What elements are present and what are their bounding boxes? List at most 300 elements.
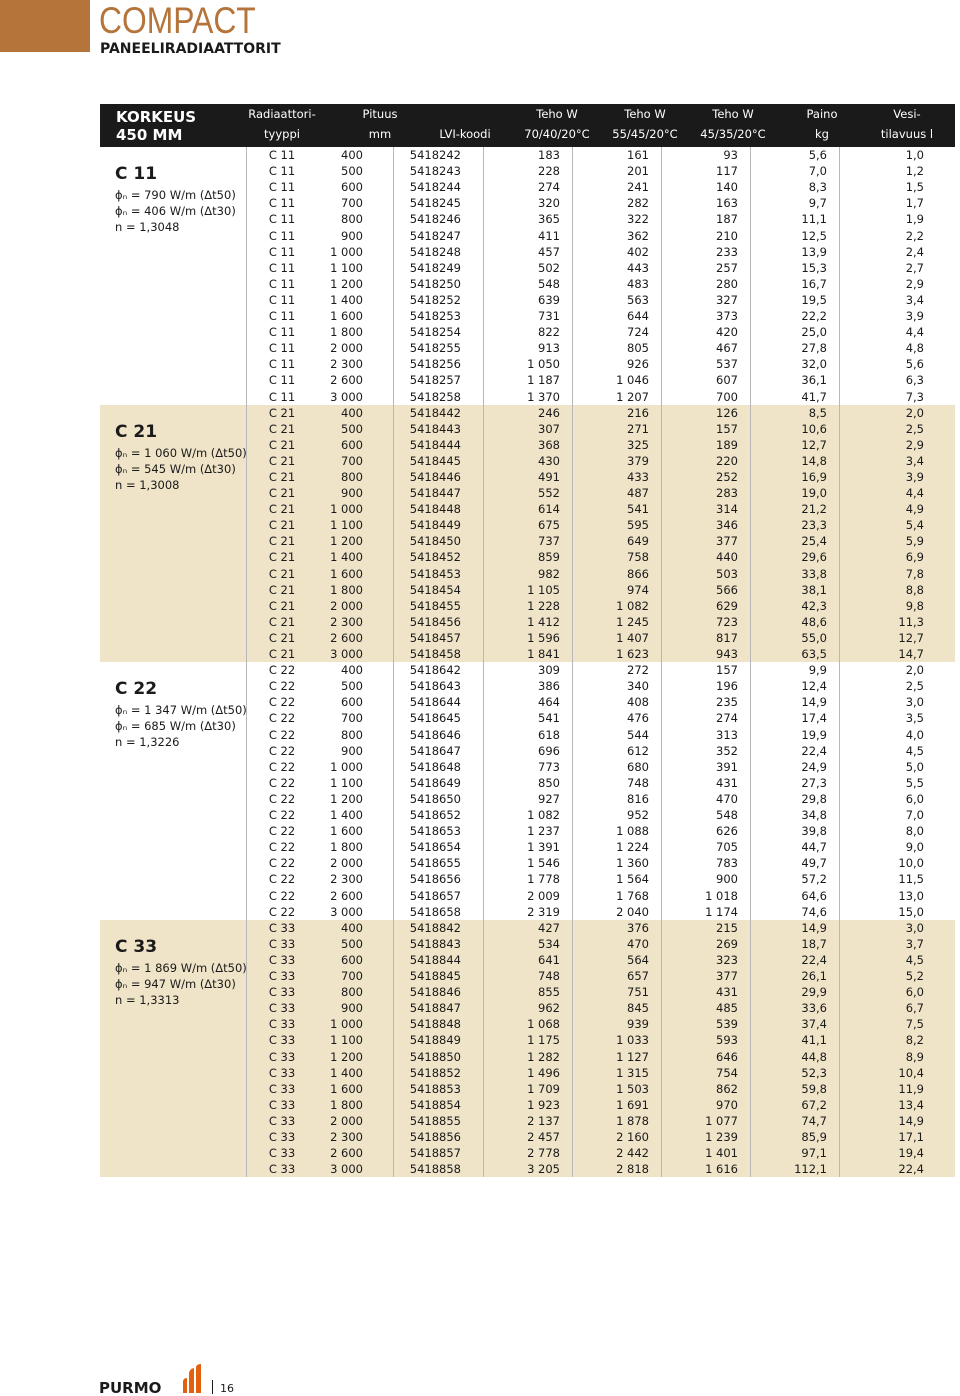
table-cell: C 33: [268, 1049, 296, 1064]
table-cell: 4,4: [905, 486, 924, 501]
table-cell: 18,7: [801, 936, 827, 951]
table-cell: 5418447: [409, 486, 461, 501]
table-cell: 595: [627, 518, 649, 533]
table-cell: 93: [723, 148, 738, 162]
table-cell: 431: [716, 775, 738, 790]
table-cell: 600: [341, 952, 363, 967]
table-cell: C 21: [268, 534, 296, 549]
table-cell: C 21: [268, 582, 296, 597]
table-cell: 1 878: [616, 1113, 649, 1128]
column-header-line1: Pituus: [362, 107, 398, 121]
table-cell: C 21: [268, 437, 296, 452]
table-cell: 563: [627, 292, 649, 307]
type-spec: n = 1,3226: [115, 735, 180, 750]
table-cell: 2 442: [616, 1146, 649, 1161]
table-cell: 483: [627, 276, 649, 291]
table-row: [247, 1129, 955, 1145]
table-row: [247, 405, 955, 421]
table-group-body: [247, 147, 955, 405]
table-cell: 402: [627, 244, 649, 259]
type-name: C 11: [115, 164, 158, 184]
table-cell: 1 105: [527, 582, 560, 597]
table-cell: 5418843: [409, 936, 461, 951]
table-cell: 644: [627, 309, 649, 323]
table-cell: 41,7: [801, 389, 827, 404]
table-cell: 5418647: [409, 743, 461, 758]
table-cell: 3,0: [905, 920, 924, 935]
table-cell: 2 000: [330, 598, 363, 613]
table-cell: 12,5: [801, 228, 827, 243]
table-cell: 220: [716, 453, 738, 468]
type-spec: ϕₙ = 790 W/m (Δt50): [115, 188, 236, 202]
table-cell: 800: [341, 469, 363, 484]
table-cell: 2 457: [527, 1130, 560, 1145]
table-cell: 646: [716, 1049, 738, 1064]
table-cell: 748: [627, 775, 649, 790]
table-cell: 346: [716, 518, 738, 533]
table-row: [247, 888, 955, 904]
table-cell: 4,5: [905, 952, 924, 967]
table-cell: 8,0: [905, 824, 924, 839]
table-cell: 235: [716, 695, 738, 710]
table-cell: 307: [538, 421, 560, 436]
table-row: [247, 630, 955, 646]
table-cell: 5,9: [905, 534, 924, 549]
table-row: [247, 694, 955, 710]
table-cell: C 11: [268, 276, 296, 291]
table-cell: 29,6: [801, 550, 827, 565]
table-cell: C 33: [268, 1113, 296, 1128]
table-cell: 140: [716, 180, 738, 195]
table-cell: 433: [627, 469, 649, 484]
table-cell: 5418646: [409, 727, 461, 742]
table-cell: 17,4: [801, 711, 827, 726]
table-cell: 816: [627, 791, 649, 806]
table-cell: 314: [716, 502, 738, 517]
table-cell: 2 300: [330, 614, 363, 629]
table-cell: 379: [627, 453, 649, 468]
table-cell: 19,0: [801, 486, 827, 501]
table-cell: 12,7: [898, 630, 924, 645]
column-header-line2: mm: [368, 127, 392, 141]
table-group-body: [247, 920, 955, 1178]
table-cell: 3 000: [330, 647, 363, 662]
table-cell: C 22: [268, 679, 296, 694]
table-cell: 408: [627, 695, 649, 710]
table-cell: C 21: [268, 647, 296, 662]
table-cell: 5418248: [409, 244, 461, 259]
table-cell: 500: [341, 164, 363, 179]
table-row: [247, 389, 955, 405]
table-cell: 36,1: [801, 373, 827, 388]
table-header: [100, 104, 955, 147]
table-cell: 1 600: [330, 1081, 363, 1096]
table-cell: 1 600: [330, 824, 363, 839]
table-cell: 5418242: [409, 148, 461, 162]
table-cell: 1 546: [527, 856, 560, 871]
table-row: [247, 372, 955, 388]
table-row: [247, 839, 955, 855]
table-cell: 1,2: [905, 164, 924, 179]
table-cell: 3 000: [330, 904, 363, 919]
table-cell: 629: [716, 598, 738, 613]
table-cell: C 11: [268, 228, 296, 243]
type-summary: [100, 405, 247, 663]
table-cell: 5,6: [808, 148, 827, 162]
table-cell: 187: [716, 212, 738, 227]
table-cell: 552: [538, 486, 560, 501]
table-cell: 9,9: [808, 663, 827, 678]
table-cell: 539: [716, 1017, 738, 1032]
table-cell: 1 200: [330, 1049, 363, 1064]
table-cell: 10,0: [898, 856, 924, 871]
column-header-line1: Teho W: [536, 107, 578, 121]
table-row: [247, 308, 955, 324]
table-cell: 161: [627, 148, 649, 162]
table-cell: C 22: [268, 743, 296, 758]
table-cell: 5418443: [409, 421, 461, 436]
brand-color-block: [0, 0, 90, 52]
table-cell: C 22: [268, 759, 296, 774]
table-cell: 274: [716, 711, 738, 726]
table-cell: 2,0: [905, 663, 924, 678]
table-cell: 309: [538, 663, 560, 678]
table-cell: 1 503: [616, 1081, 649, 1096]
column-header-line1: Vesi-: [893, 107, 921, 121]
table-cell: 9,0: [905, 840, 924, 855]
table-cell: 11,5: [898, 872, 924, 887]
table-cell: 5418654: [409, 840, 461, 855]
table-cell: 183: [538, 148, 560, 162]
table-cell: 534: [538, 936, 560, 951]
table-cell: C 33: [268, 1033, 296, 1048]
table-cell: 2 600: [330, 1146, 363, 1161]
table-cell: 723: [716, 614, 738, 629]
type-name: C 22: [115, 679, 158, 700]
table-cell: 724: [627, 325, 649, 340]
table-cell: 548: [538, 276, 560, 291]
table-cell: 5418454: [409, 582, 461, 597]
type-spec: n = 1,3008: [115, 477, 180, 492]
table-cell: 5418846: [409, 985, 461, 1000]
table-cell: 487: [627, 486, 649, 501]
table-cell: 163: [716, 196, 738, 211]
table-cell: 1 187: [527, 373, 560, 388]
table-group-body: [247, 405, 955, 663]
table-cell: 400: [341, 663, 363, 678]
table-cell: 25,0: [801, 325, 827, 340]
table-cell: 4,9: [905, 502, 924, 517]
table-row: [247, 582, 955, 598]
table-cell: C 33: [268, 1017, 296, 1032]
table-row: [247, 147, 955, 163]
column-header-line1: Teho W: [712, 107, 754, 121]
table-row: [247, 453, 955, 469]
table-cell: 705: [716, 840, 738, 855]
table-cell: 537: [716, 357, 738, 372]
table-cell: 5418854: [409, 1097, 461, 1112]
table-cell: 700: [341, 196, 363, 211]
table-cell: 5418653: [409, 824, 461, 839]
table-cell: 700: [341, 969, 363, 984]
table-cell: 962: [538, 1001, 560, 1016]
table-cell: 57,2: [801, 872, 827, 887]
table-cell: 982: [538, 566, 560, 581]
table-cell: 365: [538, 212, 560, 227]
table-cell: 600: [341, 437, 363, 452]
table-cell: 9,7: [808, 196, 827, 211]
table-row: [247, 710, 955, 726]
table-cell: 34,8: [801, 808, 827, 823]
table-cell: 5418648: [409, 759, 461, 774]
table-cell: 5,6: [905, 357, 924, 372]
table-cell: 4,5: [905, 743, 924, 758]
table-cell: 271: [627, 421, 649, 436]
table-cell: 943: [716, 647, 738, 662]
table-cell: 639: [538, 292, 560, 307]
table-cell: 14,9: [801, 920, 827, 935]
table-cell: 4,0: [905, 727, 924, 742]
table-cell: 283: [716, 486, 738, 501]
table-cell: 1 046: [616, 373, 649, 388]
table-cell: 12,7: [801, 437, 827, 452]
table-cell: 1 239: [705, 1130, 738, 1145]
table-cell: C 33: [268, 952, 296, 967]
table-cell: 400: [341, 148, 363, 162]
table-cell: 37,4: [801, 1017, 827, 1032]
table-cell: 8,3: [808, 180, 827, 195]
table-cell: 612: [627, 743, 649, 758]
table-row: [247, 517, 955, 533]
table-cell: 22,2: [801, 309, 827, 323]
table-cell: 5418253: [409, 309, 461, 323]
table-cell: 3,0: [905, 695, 924, 710]
table-cell: 476: [627, 711, 649, 726]
table-cell: 3,7: [905, 936, 924, 951]
table-cell: 773: [538, 759, 560, 774]
table-cell: C 21: [268, 502, 296, 517]
table-cell: 1,5: [905, 180, 924, 195]
table-cell: 2 000: [330, 1113, 363, 1128]
table-row: [247, 356, 955, 372]
table-cell: 14,7: [898, 647, 924, 662]
table-cell: 5418458: [409, 647, 461, 662]
table-cell: 5418250: [409, 276, 461, 291]
table-cell: 1 623: [616, 647, 649, 662]
column-header-line2: 45/35/20°C: [700, 127, 766, 141]
table-row: [247, 855, 955, 871]
table-cell: 1 709: [527, 1081, 560, 1096]
table-cell: 8,9: [905, 1049, 924, 1064]
table-cell: 22,4: [898, 1162, 924, 1177]
table-cell: 9,8: [905, 598, 924, 613]
table-cell: 2,4: [905, 244, 924, 259]
table-cell: 822: [538, 325, 560, 340]
table-cell: 1 564: [616, 872, 649, 887]
table-cell: C 11: [268, 325, 296, 340]
table-cell: 5418255: [409, 341, 461, 356]
table-cell: 5418847: [409, 1001, 461, 1016]
table-cell: 8,2: [905, 1033, 924, 1048]
table-cell: C 21: [268, 550, 296, 565]
table-cell: 614: [538, 502, 560, 517]
column-header-line1: Paino: [806, 107, 838, 121]
table-cell: 22,4: [801, 952, 827, 967]
table-cell: C 22: [268, 872, 296, 887]
table-cell: 926: [627, 357, 649, 372]
table-cell: C 11: [268, 357, 296, 372]
table-row: [247, 1032, 955, 1048]
table-cell: 800: [341, 212, 363, 227]
table-row: [247, 566, 955, 582]
table-cell: 2 300: [330, 1130, 363, 1145]
table-row: [247, 759, 955, 775]
table-cell: 4,4: [905, 325, 924, 340]
table-cell: 64,6: [801, 888, 827, 903]
table-cell: C 22: [268, 711, 296, 726]
table-cell: 1 050: [527, 357, 560, 372]
table-cell: C 33: [268, 969, 296, 984]
table-cell: 1 691: [616, 1097, 649, 1112]
table-cell: C 11: [268, 260, 296, 275]
table-cell: 1 496: [527, 1065, 560, 1080]
table-cell: 210: [716, 228, 738, 243]
table-cell: 5418857: [409, 1146, 461, 1161]
table-cell: 5,2: [905, 969, 924, 984]
table-cell: C 11: [268, 196, 296, 211]
table-cell: 16,7: [801, 276, 827, 291]
table-cell: 400: [341, 405, 363, 420]
table-cell: 55,0: [801, 630, 827, 645]
table-row: [247, 1000, 955, 1016]
table-cell: 14,9: [801, 695, 827, 710]
table-cell: 6,0: [905, 791, 924, 806]
table-cell: 3,4: [905, 292, 924, 307]
table-row: [247, 1113, 955, 1129]
table-cell: C 33: [268, 1081, 296, 1096]
table-cell: 1 100: [330, 518, 363, 533]
table-cell: 5418453: [409, 566, 461, 581]
table-cell: C 11: [268, 341, 296, 356]
table-cell: 952: [627, 808, 649, 823]
table-row: [247, 276, 955, 292]
table-cell: 11,3: [898, 614, 924, 629]
table-cell: 2 009: [527, 888, 560, 903]
table-cell: C 22: [268, 808, 296, 823]
table-cell: 44,7: [801, 840, 827, 855]
table-cell: 748: [538, 969, 560, 984]
table-cell: 1 000: [330, 1017, 363, 1032]
table-cell: 2 300: [330, 357, 363, 372]
table-cell: C 22: [268, 663, 296, 678]
table-cell: 900: [341, 486, 363, 501]
table-cell: 758: [627, 550, 649, 565]
table-row: [247, 324, 955, 340]
table-cell: 2,5: [905, 679, 924, 694]
table-cell: 3 000: [330, 389, 363, 404]
table-cell: 269: [716, 936, 738, 951]
table-cell: 215: [716, 920, 738, 935]
table-cell: 5,5: [905, 775, 924, 790]
column-header-line2: kg: [815, 127, 829, 141]
table-cell: 2 600: [330, 630, 363, 645]
table-cell: 731: [538, 309, 560, 323]
table-cell: 5418448: [409, 502, 461, 517]
table-cell: C 21: [268, 566, 296, 581]
table-cell: 352: [716, 743, 738, 758]
table-row: [247, 163, 955, 179]
table-cell: 5418848: [409, 1017, 461, 1032]
table-cell: 157: [716, 663, 738, 678]
purmo-logo: [99, 1364, 209, 1396]
table-cell: 362: [627, 228, 649, 243]
table-cell: 377: [716, 534, 738, 549]
table-cell: 457: [538, 244, 560, 259]
type-spec: ϕₙ = 1 060 W/m (Δt50): [115, 445, 247, 460]
table-cell: 5418446: [409, 469, 461, 484]
table-cell: 913: [538, 341, 560, 356]
table-cell: 970: [716, 1097, 738, 1112]
table-row: [247, 646, 955, 662]
table-cell: 675: [538, 518, 560, 533]
table-cell: 805: [627, 341, 649, 356]
table-cell: C 33: [268, 1065, 296, 1080]
table-cell: 5418256: [409, 357, 461, 372]
table-cell: 5418642: [409, 663, 461, 678]
table-cell: 3 205: [527, 1162, 560, 1177]
table-cell: 800: [341, 727, 363, 742]
table-cell: 377: [716, 969, 738, 984]
column-header: [847, 104, 960, 147]
table-cell: 1 175: [527, 1033, 560, 1048]
table-cell: 19,5: [801, 292, 827, 307]
table-cell: 1 033: [616, 1033, 649, 1048]
table-row: [247, 485, 955, 501]
table-cell: 74,7: [801, 1113, 827, 1128]
table-cell: 1 600: [330, 566, 363, 581]
table-cell: 1 360: [616, 856, 649, 871]
table-cell: 13,4: [898, 1097, 924, 1112]
table-cell: 6,7: [905, 1001, 924, 1016]
table-row: [247, 1081, 955, 1097]
table-cell: 41,1: [801, 1033, 827, 1048]
table-cell: 3,4: [905, 453, 924, 468]
table-cell: 280: [716, 276, 738, 291]
table-cell: 6,3: [905, 373, 924, 388]
table-cell: 1 077: [705, 1113, 738, 1128]
table-caption-line1: KORKEUS: [116, 108, 197, 126]
table-cell: 3,9: [905, 469, 924, 484]
table-cell: C 22: [268, 904, 296, 919]
table-cell: 85,9: [801, 1130, 827, 1145]
table-cell: C 21: [268, 486, 296, 501]
table-cell: 5418254: [409, 325, 461, 340]
table-cell: 196: [716, 679, 738, 694]
table-cell: 850: [538, 775, 560, 790]
table-cell: 29,8: [801, 791, 827, 806]
table-cell: C 33: [268, 1001, 296, 1016]
table-cell: 1 000: [330, 759, 363, 774]
table-cell: 600: [341, 695, 363, 710]
table-cell: 5418257: [409, 373, 461, 388]
table-row: [247, 549, 955, 565]
table-cell: 1 923: [527, 1097, 560, 1112]
table-cell: C 22: [268, 791, 296, 806]
table-cell: 14,8: [801, 453, 827, 468]
table-cell: 974: [627, 582, 649, 597]
table-cell: 13,0: [898, 888, 924, 903]
table-row: [247, 614, 955, 630]
